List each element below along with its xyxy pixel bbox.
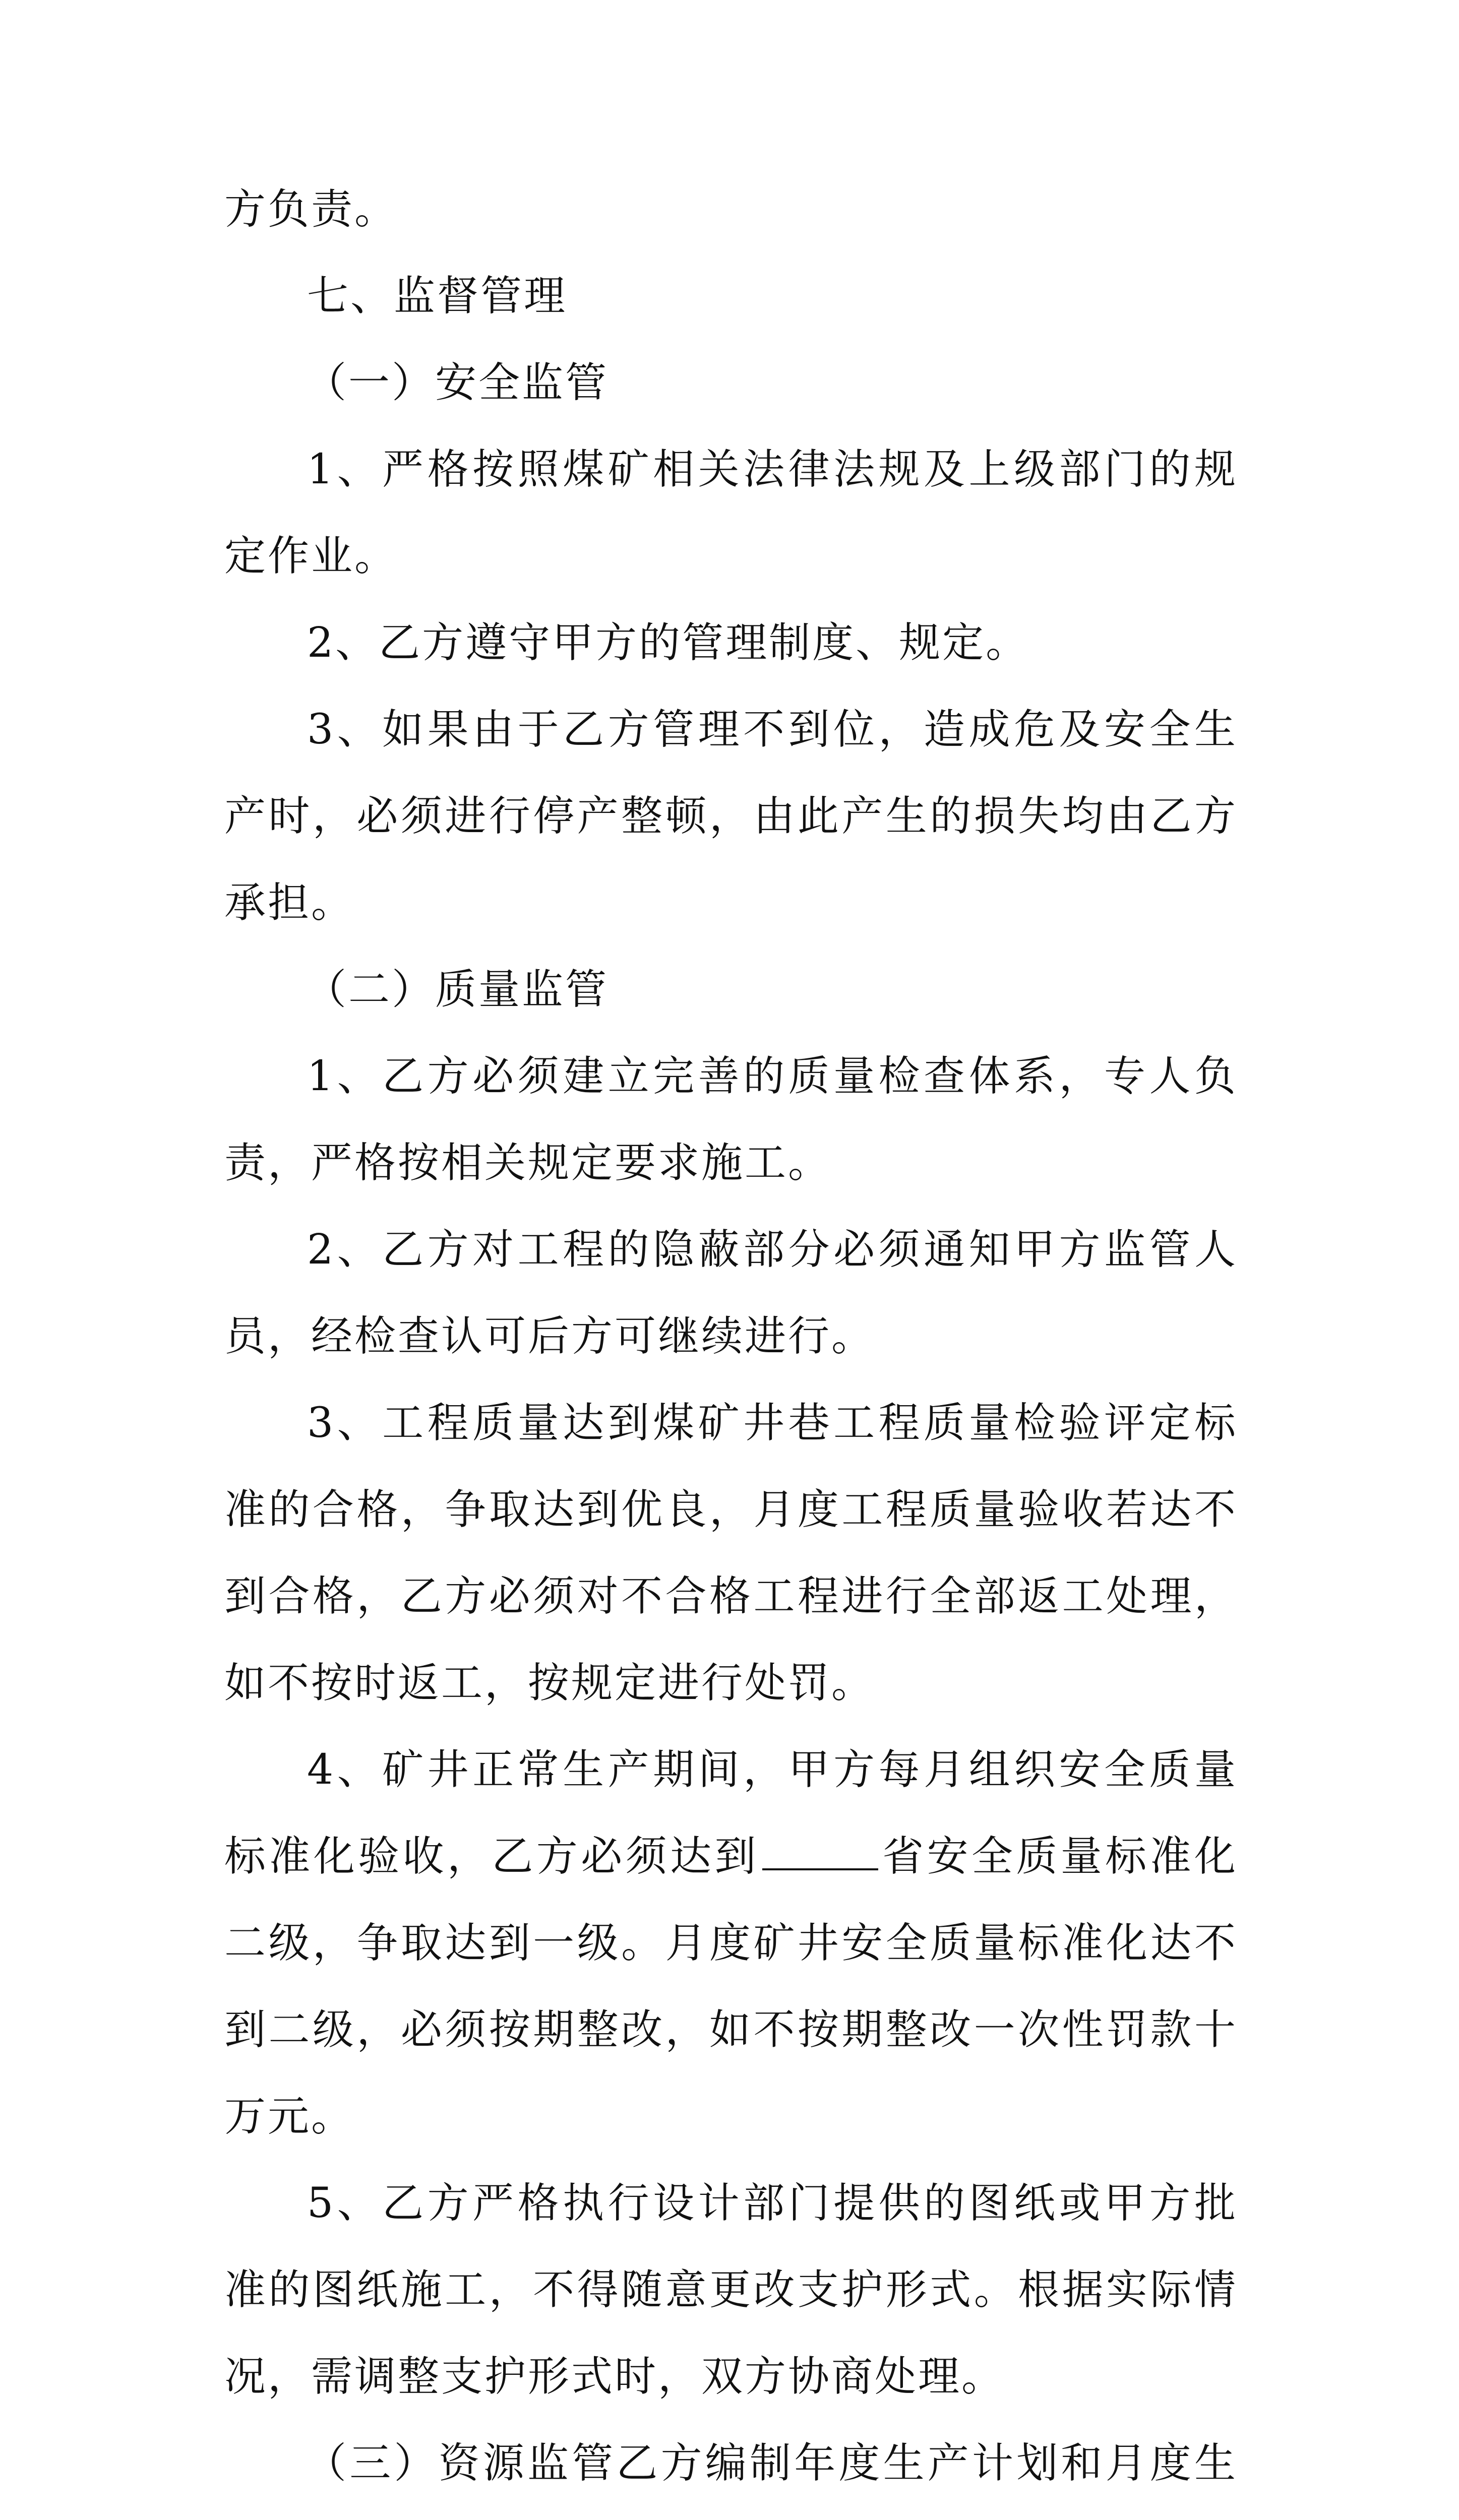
section-heading-7: 七、监督管理 xyxy=(307,272,568,320)
subsection-heading-resources: （三）资源监管乙方编制年度生产计划和月度生 xyxy=(305,2439,1238,2487)
quality-item-3: 3、工程质量达到煤矿井巷工程质量检验评定标准的合格，争取达到优良，月度工程质量验收若达不到合格，乙方必须对不合格工程进行全部返工处理，如不按时返工，按规定进行处罚。 xyxy=(224,1399,1238,1707)
subsection-heading-quality: （二）质量监管 xyxy=(305,966,609,1014)
paragraph-continuation: 方负责。 xyxy=(224,185,398,233)
quality-item-4-part-a: 4、矿井正常生产期间，甲方每月组织安全质量标准化验收，乙方必须达到 xyxy=(224,1746,1238,1880)
safety-item-1: 1、严格按照煤矿相关法律法规及上级部门的规定作业。 xyxy=(224,446,1238,580)
fill-in-blank xyxy=(762,1833,878,1870)
safety-item-2: 2、乙方遵守甲方的管理制度、规定。 xyxy=(307,619,1029,667)
quality-item-5: 5、乙方严格执行设计部门提供的图纸或甲方批准的图纸施工，不得随意更改支护形式。根据实际情况，需调整支护形式时，双方协商处理。 xyxy=(224,2179,1238,2401)
quality-item-4 xyxy=(224,1727,1238,2160)
quality-item-1: 1、乙方必须建立完善的质量检查体系，专人负责，严格按相关规定要求施工。 xyxy=(224,1052,1238,1187)
subsection-heading-safety: （一）安全监管 xyxy=(305,359,609,407)
quality-item-2: 2、乙方对工程的隐蔽部分必须通知甲方监管人员，经检查认可后方可继续进行。 xyxy=(224,1226,1238,1360)
safety-item-3: 3、如果由于乙方管理不到位，造成危及安全生产时，必须进行停产整顿，由此产生的损失均由乙方承担。 xyxy=(224,706,1238,927)
quality-item-4-part-b: 省安全质量标准化二级，争取达到一级。月度矿井安全质量标准化达不到二级，必须按期整改，如不按期整改一次性罚款十万元。 xyxy=(224,1833,1238,2140)
document-body xyxy=(224,166,1238,2520)
